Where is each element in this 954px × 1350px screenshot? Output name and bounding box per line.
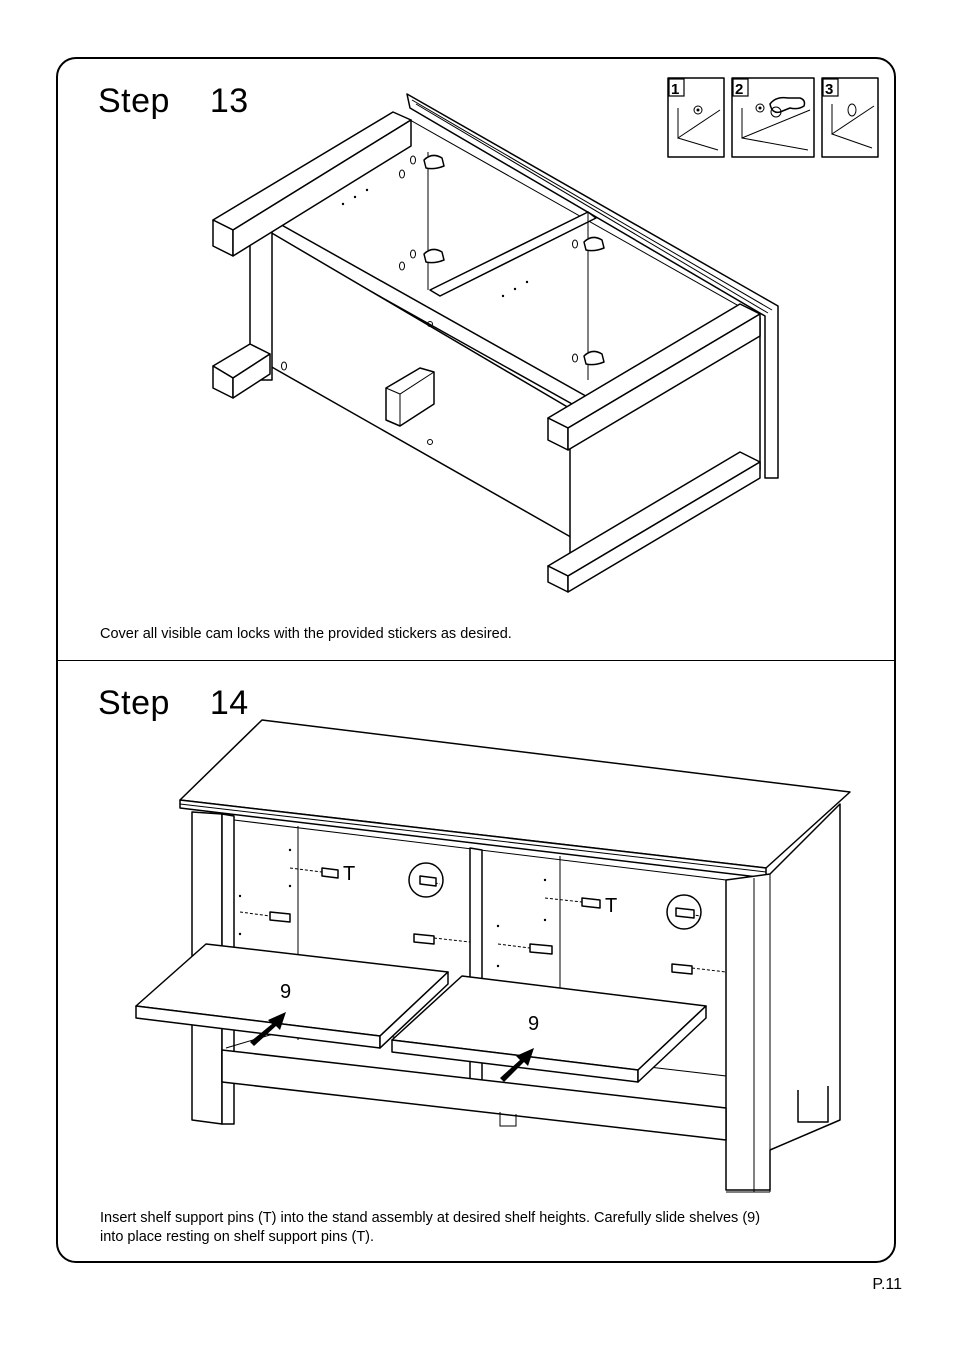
right-shelf-label: 9 (528, 1013, 540, 1035)
substep-2-number: 2 (735, 81, 744, 98)
step13-caption: Cover all visible cam locks with the provided stickers as desired. (100, 626, 512, 642)
step13-title: Step 13 (98, 82, 249, 120)
pin-label-left: T (343, 863, 356, 885)
step14-caption-line1: Insert shelf support pins (T) into the stand assembly at desired shelf heights. Carefully slide shelves (9) (100, 1210, 761, 1226)
substep-2-box (732, 78, 814, 157)
page-number: P.11 (872, 1276, 902, 1293)
step13-stand-illustration (213, 94, 778, 592)
substep-1-number: 1 (671, 81, 680, 98)
left-shelf-label: 9 (280, 981, 292, 1003)
substep-1-box (668, 78, 724, 157)
substep-boxes (668, 78, 878, 157)
step14-title: Step 14 (98, 684, 249, 722)
pin-label-right: T (605, 895, 618, 917)
substep-3-number: 3 (825, 81, 834, 98)
step14-stand-illustration (136, 720, 850, 1192)
substep-3-box (822, 78, 878, 157)
step14-caption-line2: into place resting on shelf support pins (T). (100, 1229, 375, 1245)
